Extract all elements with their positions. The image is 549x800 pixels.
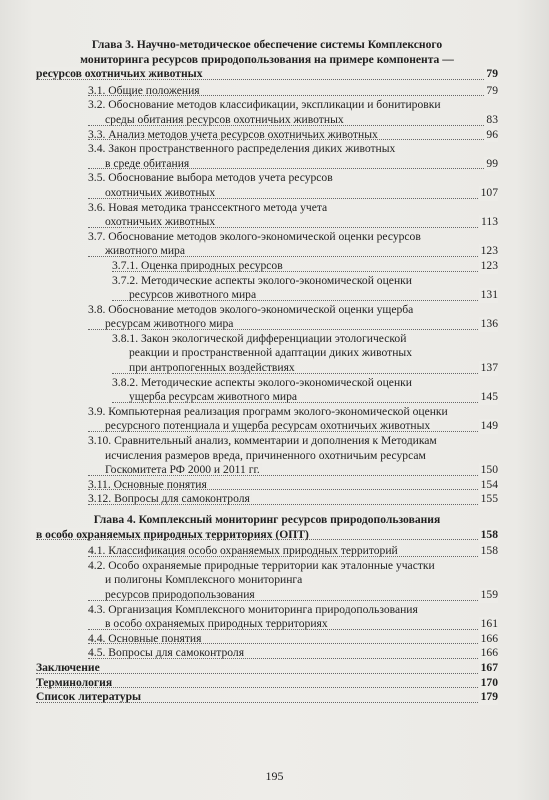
entry-text: реакции и пространственной адаптации диких животных	[129, 346, 412, 360]
entry-text: 4.1. Классификация особо охраняемых природных территорий	[88, 544, 398, 558]
entry-text: 3.5. Обоснование выбора методов учета ресурсов	[88, 171, 333, 185]
entry-text: Терминология	[36, 675, 113, 689]
page-number: 195	[265, 769, 284, 783]
toc-entry	[36, 84, 498, 99]
toc-entry	[36, 646, 498, 661]
entry-page-number: 99	[486, 156, 498, 170]
entry-page-number: 166	[480, 631, 498, 645]
toc-entry	[36, 661, 498, 676]
toc-entry	[36, 405, 498, 434]
dot-leader	[36, 687, 498, 688]
dot-leader	[36, 673, 498, 674]
entry-page-number: 154	[480, 477, 498, 491]
entry-page-number: 123	[480, 258, 498, 272]
dot-leader	[36, 702, 498, 703]
entry-page-number: 179	[480, 690, 498, 704]
dot-leader	[88, 489, 498, 490]
entry-text: и полигоны Комплексного мониторинга	[105, 573, 303, 587]
entry-text: охотничьих животных	[105, 215, 216, 229]
entry-text: 3.7.2. Методические аспекты эколого-экономической оценки	[112, 273, 412, 287]
dot-leader	[112, 300, 498, 301]
dot-leader	[88, 504, 498, 505]
entry-text: 3.8. Обоснование методов эколого-экономической оценки ущерба	[88, 302, 414, 316]
entry-text: ресурсам животного мира	[105, 317, 234, 331]
toc-entry	[36, 676, 498, 691]
entry-text: в особо охраняемых природных территориях	[105, 617, 328, 631]
toc-entry	[36, 632, 498, 647]
chapter-3-line-3: ресурсов охотничьих животных	[36, 67, 203, 81]
dot-leader	[88, 600, 498, 601]
back-matter-entries	[36, 661, 498, 705]
dot-leader	[88, 643, 498, 644]
chapter-4-entries	[36, 544, 498, 661]
entry-page-number: 136	[480, 317, 498, 331]
entry-text: 3.9. Компьютерная реализация программ эколого-экономической оценки	[88, 404, 448, 418]
entry-page-number: 123	[480, 244, 498, 258]
chapter-3-line-1: Глава 3. Научно-методическое обеспечение системы Комплексного	[91, 38, 443, 51]
dot-leader	[88, 431, 498, 432]
entry-text: 3.8.1. Закон экологической дифференциации этологической	[112, 331, 407, 345]
dot-leader	[88, 198, 498, 199]
dot-leader	[88, 658, 498, 659]
entry-page-number: 150	[480, 463, 498, 477]
dot-leader	[112, 373, 498, 374]
entry-page-number: 145	[480, 390, 498, 404]
toc-entry	[36, 434, 498, 478]
entry-page-number: 158	[480, 544, 498, 558]
dot-leader	[112, 271, 498, 272]
entry-text: 3.7.1. Оценка природных ресурсов	[112, 258, 283, 272]
chapter-3-line-2: мониторинга ресурсов природопользования на примере компонента —	[80, 52, 454, 66]
chapter-4-line-2: в особо охраняемых природных территориях (ОПТ)	[36, 527, 309, 541]
chapter-4-line-1: Глава 4. Комплексный мониторинг ресурсов природопользования	[93, 513, 441, 526]
toc-entry	[36, 492, 498, 507]
dot-leader	[88, 475, 498, 476]
entry-text: 4.3. Организация Комплексного мониторинга природопользования	[88, 602, 418, 616]
toc-entry	[36, 478, 498, 493]
entry-page-number: 107	[480, 185, 498, 199]
entry-text: 3.12. Вопросы для самоконтроля	[88, 492, 250, 506]
dot-leader	[88, 227, 498, 228]
dot-leader	[88, 556, 498, 557]
dot-leader	[88, 256, 498, 257]
entry-text: 3.6. Новая методика транссектного метода учета	[88, 200, 328, 214]
dot-leader	[88, 125, 498, 126]
entry-text: 3.7. Обоснование методов эколого-экономической оценки ресурсов	[88, 229, 421, 243]
chapter-3-page: 79	[486, 67, 498, 81]
toc-entry	[36, 171, 498, 200]
entry-text: ресурсов животного мира	[129, 288, 257, 302]
entry-text: исчисления размеров вреда, причиненного охотничьим ресурсам	[105, 448, 426, 462]
chapter-3-entries	[36, 84, 498, 507]
dot-leader	[88, 139, 498, 140]
entry-text: в среде обитания	[105, 156, 190, 170]
toc-entry	[36, 98, 498, 127]
toc-entry	[36, 332, 498, 376]
entry-text: 3.3. Анализ методов учета ресурсов охотничьих животных	[88, 127, 378, 141]
entry-text: при антропогенных воздействиях	[129, 361, 295, 375]
toc-entry	[36, 201, 498, 230]
entry-text: 3.10. Сравнительный анализ, комментарии и дополнения к Методикам	[88, 434, 437, 448]
entry-text: 3.2. Обоснование методов классификации, экспликации и бонитировки	[88, 98, 441, 112]
entry-text: среды обитания ресурсов охотничьих животных	[105, 112, 344, 126]
dot-leader	[88, 95, 498, 96]
toc-entry	[36, 544, 498, 559]
entry-page-number: 159	[480, 587, 498, 601]
entry-text: охотничьих животных	[105, 185, 216, 199]
table-of-contents	[36, 38, 498, 705]
entry-page-number: 167	[480, 660, 498, 674]
entry-text: 3.4. Закон пространственного распределения диких животных	[88, 142, 396, 156]
dot-leader	[88, 168, 498, 169]
entry-text: 3.8.2. Методические аспекты эколого-экономической оценки	[112, 375, 412, 389]
toc-entry	[36, 259, 498, 274]
chapter-3-heading	[36, 38, 498, 82]
entry-page-number: 96	[486, 127, 498, 141]
entry-page-number: 170	[480, 675, 498, 689]
toc-entry	[36, 376, 498, 405]
dot-leader	[112, 402, 498, 403]
entry-text: животного мира	[105, 244, 185, 258]
entry-text: 4.2. Особо охраняемые природные территории как эталонные участки	[88, 558, 435, 572]
entry-text: Список литературы	[36, 690, 142, 704]
entry-page-number: 166	[480, 646, 498, 660]
chapter-4-page: 158	[480, 527, 498, 541]
toc-entry	[36, 690, 498, 705]
entry-page-number: 161	[480, 617, 498, 631]
entry-page-number: 137	[480, 361, 498, 375]
entry-text: ресурсного потенциала и ущерба ресурсам охотничьих животных	[105, 419, 431, 433]
entry-page-number: 113	[481, 215, 498, 229]
dot-leader	[88, 629, 498, 630]
toc-entry	[36, 142, 498, 171]
entry-text: ущерба ресурсам животного мира	[129, 390, 298, 404]
toc-entry	[36, 603, 498, 632]
toc-entry	[36, 559, 498, 603]
entry-text: 3.11. Основные понятия	[88, 477, 207, 491]
toc-entry	[36, 230, 498, 259]
entry-page-number: 149	[480, 419, 498, 433]
entry-page-number: 155	[480, 492, 498, 506]
entry-page-number: 83	[486, 112, 498, 126]
entry-text: 4.4. Основные понятия	[88, 631, 202, 645]
toc-entry	[36, 274, 498, 303]
entry-text: 3.1. Общие положения	[88, 83, 200, 97]
entry-text: ресурсов природопользования	[105, 587, 255, 601]
chapter-4-heading	[36, 513, 498, 542]
entry-text: Заключение	[36, 660, 100, 674]
toc-entry	[36, 128, 498, 143]
dot-leader	[88, 329, 498, 330]
toc-entry	[36, 303, 498, 332]
entry-page-number: 131	[480, 288, 498, 302]
entry-page-number: 79	[486, 83, 498, 97]
entry-text: 4.5. Вопросы для самоконтроля	[88, 646, 245, 660]
entry-text: Госкомитета РФ 2000 и 2011 гг.	[105, 463, 260, 477]
